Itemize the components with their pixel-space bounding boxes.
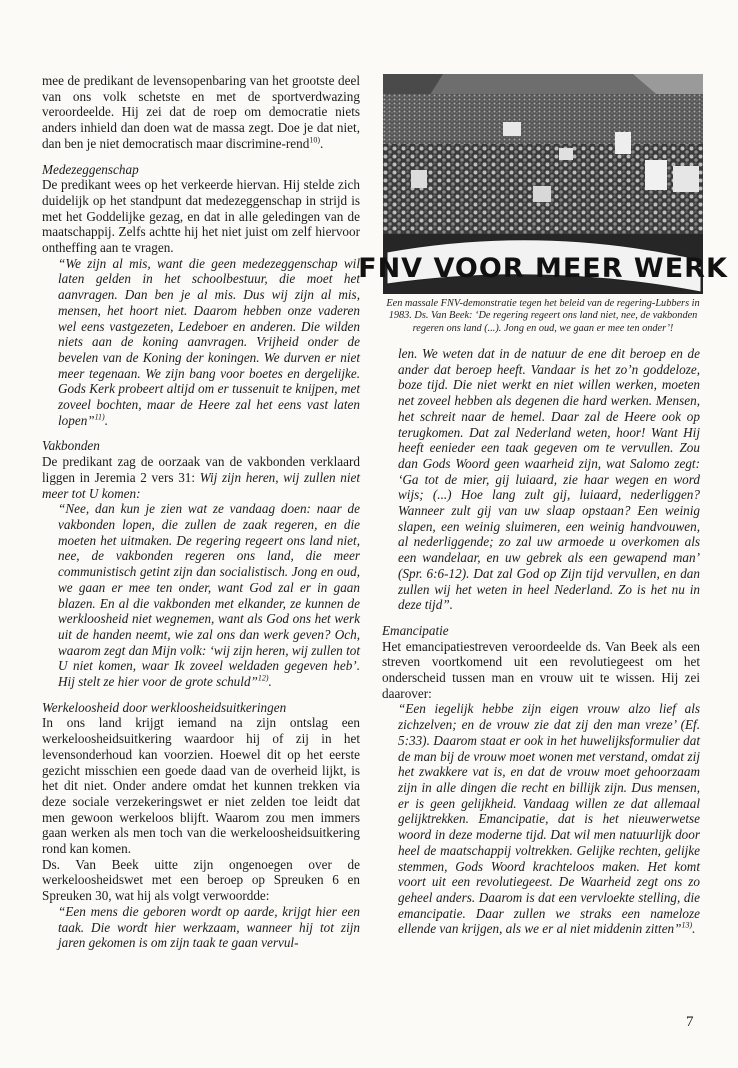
quote-taak: “Een mens die geboren wordt op aarde, krijgt hier een taak. Die wordt hier werkzaam, wanneer hij tot zijn jaren gekomen is om zijn taak te gaan vervul- bbox=[58, 903, 360, 951]
paragraph-van-beek: Ds. Van Beek uitte zijn ongenoegen over de werkeloosheidswet met een beroep op Spreuken 6 en Spreuken 30, wat hij als volgt verwoordde: bbox=[42, 856, 360, 904]
banner-text: FNV VOOR MEER WERK bbox=[358, 253, 728, 284]
paragraph-intro: mee de predikant de levensopenbaring van het grootste deel van ons volk schetste en met de sportverdwazing veroordeelde. Hij zei dat de roep om democratie niets anders inhield dan doen wat de massa zegt. Doe je dat niet, dan ben je niet democratisch maar discrimine-rend$^{10)}$. bbox=[42, 73, 360, 151]
left-column bbox=[42, 73, 360, 951]
quote-emancipatie: “Een iegelijk hebbe zijn eigen vrouw alzo lief als zichzelven; en de vrouw zie dat zij den man vreze’ (Ef. 5:33). Daarom staat er ook in het huwelijksformulier dat de man bij de vrouw moet wonen met verstand, omdat zij het zwakkere vat is, en dat de vrouw moet gehoorzaam zijn in alle dingen die recht en billijk zijn. Dus mensen, er is geen gelijkheid. Vandaag willen ze dat allemaal gelijktrekken. Emancipatie, dat is het nieuwerwetse woord in deze moderne tijd. Dat wil men natuurlijk door heel de maatschappij voltrekken. Gelijke rechten, gelijke stemmen, Gods Woord krachteloos maken. Het komt voort uit een revolutiegeest. De Waarheid zegt ons zo geheel anders. Daarom is dat een vervloekte stelling, die emancipatie. Daar zullen we straks een nameloze ellende van krijgen, als we er al niet middenin zitten”$^{13)}$. bbox=[398, 701, 700, 937]
right-column bbox=[382, 346, 700, 937]
footnote-ref: 10) bbox=[309, 135, 320, 145]
section-heading-emancipatie: Emancipatie bbox=[382, 622, 449, 638]
paragraph-emancipatie: Het emancipatiestreven veroordeelde ds. Van Beek als een streven voortkomend uit een revolutiegeest om het onderscheid tussen man en vrouw uit te wissen. Hij zei daarover: bbox=[382, 638, 700, 701]
section-heading-medezeggenschap: Medezeggenschap bbox=[42, 161, 139, 177]
crowd-image bbox=[358, 74, 728, 294]
section-heading-werkeloosheid: Werkeloosheid door werkloosheidsuitkeringen bbox=[42, 699, 287, 715]
paragraph-werkeloosheid: In ons land krijgt iemand na zijn ontslag een werkeloosheidsuitkering waardoor hij of zij in het levensonderhoud kan voorzien. Hoewel dit op het eerste gezicht misschien een goede daad van de overheid lijkt, is het dit niet. Onder andere omdat het kunnen trekken via deze sociale verzekeringswet er niet zelden toe leidt dat men gewoon werkeloos blijft. Waarom zou men immers gaan werken als men toch van die werkeloosheidsuitkering rond kan komen. bbox=[42, 715, 360, 857]
footnote-ref: 13) bbox=[681, 920, 693, 930]
quote-taak-continued: len. We weten dat in de natuur de ene dit beroep en de ander dat beroep heeft. Vandaar is het zo’n goddeloze, boze tijd. Die niet werkt en niet willen werken, moeten net zoveel hebben als degenen die hard werken. Mensen, het schreit naar de hemel. Daar zal de Heere ook op terugkomen. Dat zal Nederland weten, hoor! Want Hij heeft eenieder een taak gegeven om te vervullen. Zou dan Gods Woord geen waarheid zijn, wat Salomo zegt: ‘Ga tot de mier, gij luiaard, zie haar wegen en word wijs; (...) Hoe lang zult gij, luiaard, nederliggen? Wanneer zult gij van uw slaap opstaan? Een weinig slapen, een weinig sluimeren, een weinig handvouwen, al nederliggende; zo zal uw armoede u overkomen als een wandelaar, en uw gebrek als een gewapend man’ (Spr. 6:6-12). Dat zal God op Zijn tijd vervullen, en dan zullen wij het weten in heel Nederland. Zo is het nu in deze tijd”. bbox=[398, 346, 700, 613]
paragraph-vakbonden: De predikant zag de oorzaak van de vakbonden verklaard liggen in Jeremia 2 vers 31: Wij zijn heren, wij zullen niet meer tot U komen: bbox=[42, 454, 361, 501]
quote-medezeggenschap: “We zijn al mis, want die geen medezeggenschap wil laten gelden in het schoolbestuur, die moet het aanvragen. Dan ben je al mis. Dus wij zijn al mis, mensen, het hoort niet. Daarom hebben onze vaderen wel eens vastgezeten, Ledeboer en anderen. Die wilden niets aan de koning aanvragen. Vrijheid onder de bevelen van de Koning der koningen. We durven er niet meer tegenaan. We zijn bang voor boetes en dergelijke. Gods Kerk probeert altijd om er tussenuit te knijpen, met zoveel bochten, maar de Heere zal het eens vast laten lopen”$^{11)}$. bbox=[58, 255, 360, 428]
section-heading-vakbonden: Vakbonden bbox=[42, 438, 100, 454]
photo-caption: Een massale FNV-demonstratie tegen het beleid van de regering-Lubbers in 1983. Ds. Van Beek: ‘De regering regeert ons land niet, nee, de vakbonden regeren ons land (...). Jong en oud, we gaan er mee ten onder’! bbox=[386, 298, 700, 334]
paragraph-medezeggenschap: De predikant wees op het verkeerde hiervan. Hij stelde zich duidelijk op het standpunt dat medezeggenschap in strijd is met het Goddelijke gezag, en dat in alle geledingen van de maatschappij. Zelfs achtte hij het niet juist om zelf hiervoor ontheffing aan te vragen. bbox=[42, 177, 360, 256]
demonstration-photo bbox=[358, 74, 728, 294]
footnote-ref: 12) bbox=[257, 673, 269, 683]
page-number: 7 bbox=[686, 1014, 694, 1030]
footnote-ref: 11) bbox=[94, 412, 105, 422]
quote-vakbonden: “Nee, dan kun je zien wat ze vandaag doen: naar de vakbonden lopen, die zullen de zaak regeren, en die moeten het uitmaken. De regering regeert ons land niet, nee, de vakbonden regeren ons land, die meer communistisch getint zijn dan socialistisch. Jong en oud, we gaan er mee ten onder, want God zal er in gaan blazen. En al die vakbonden met elkander, ze kunnen de werkloosheid niet wegnemen, want als God ons het werk uit de handen neemt, wie zal ons dan werk geven? Och, waarom zegt dan Mijn volk: ‘wij zijn heren, wij zullen tot U niet komen, waar Ik zoveel weldaden gegeven heb’. Hij stelt ze hier voor de grote schuld”$^{12)}$. bbox=[58, 501, 360, 690]
